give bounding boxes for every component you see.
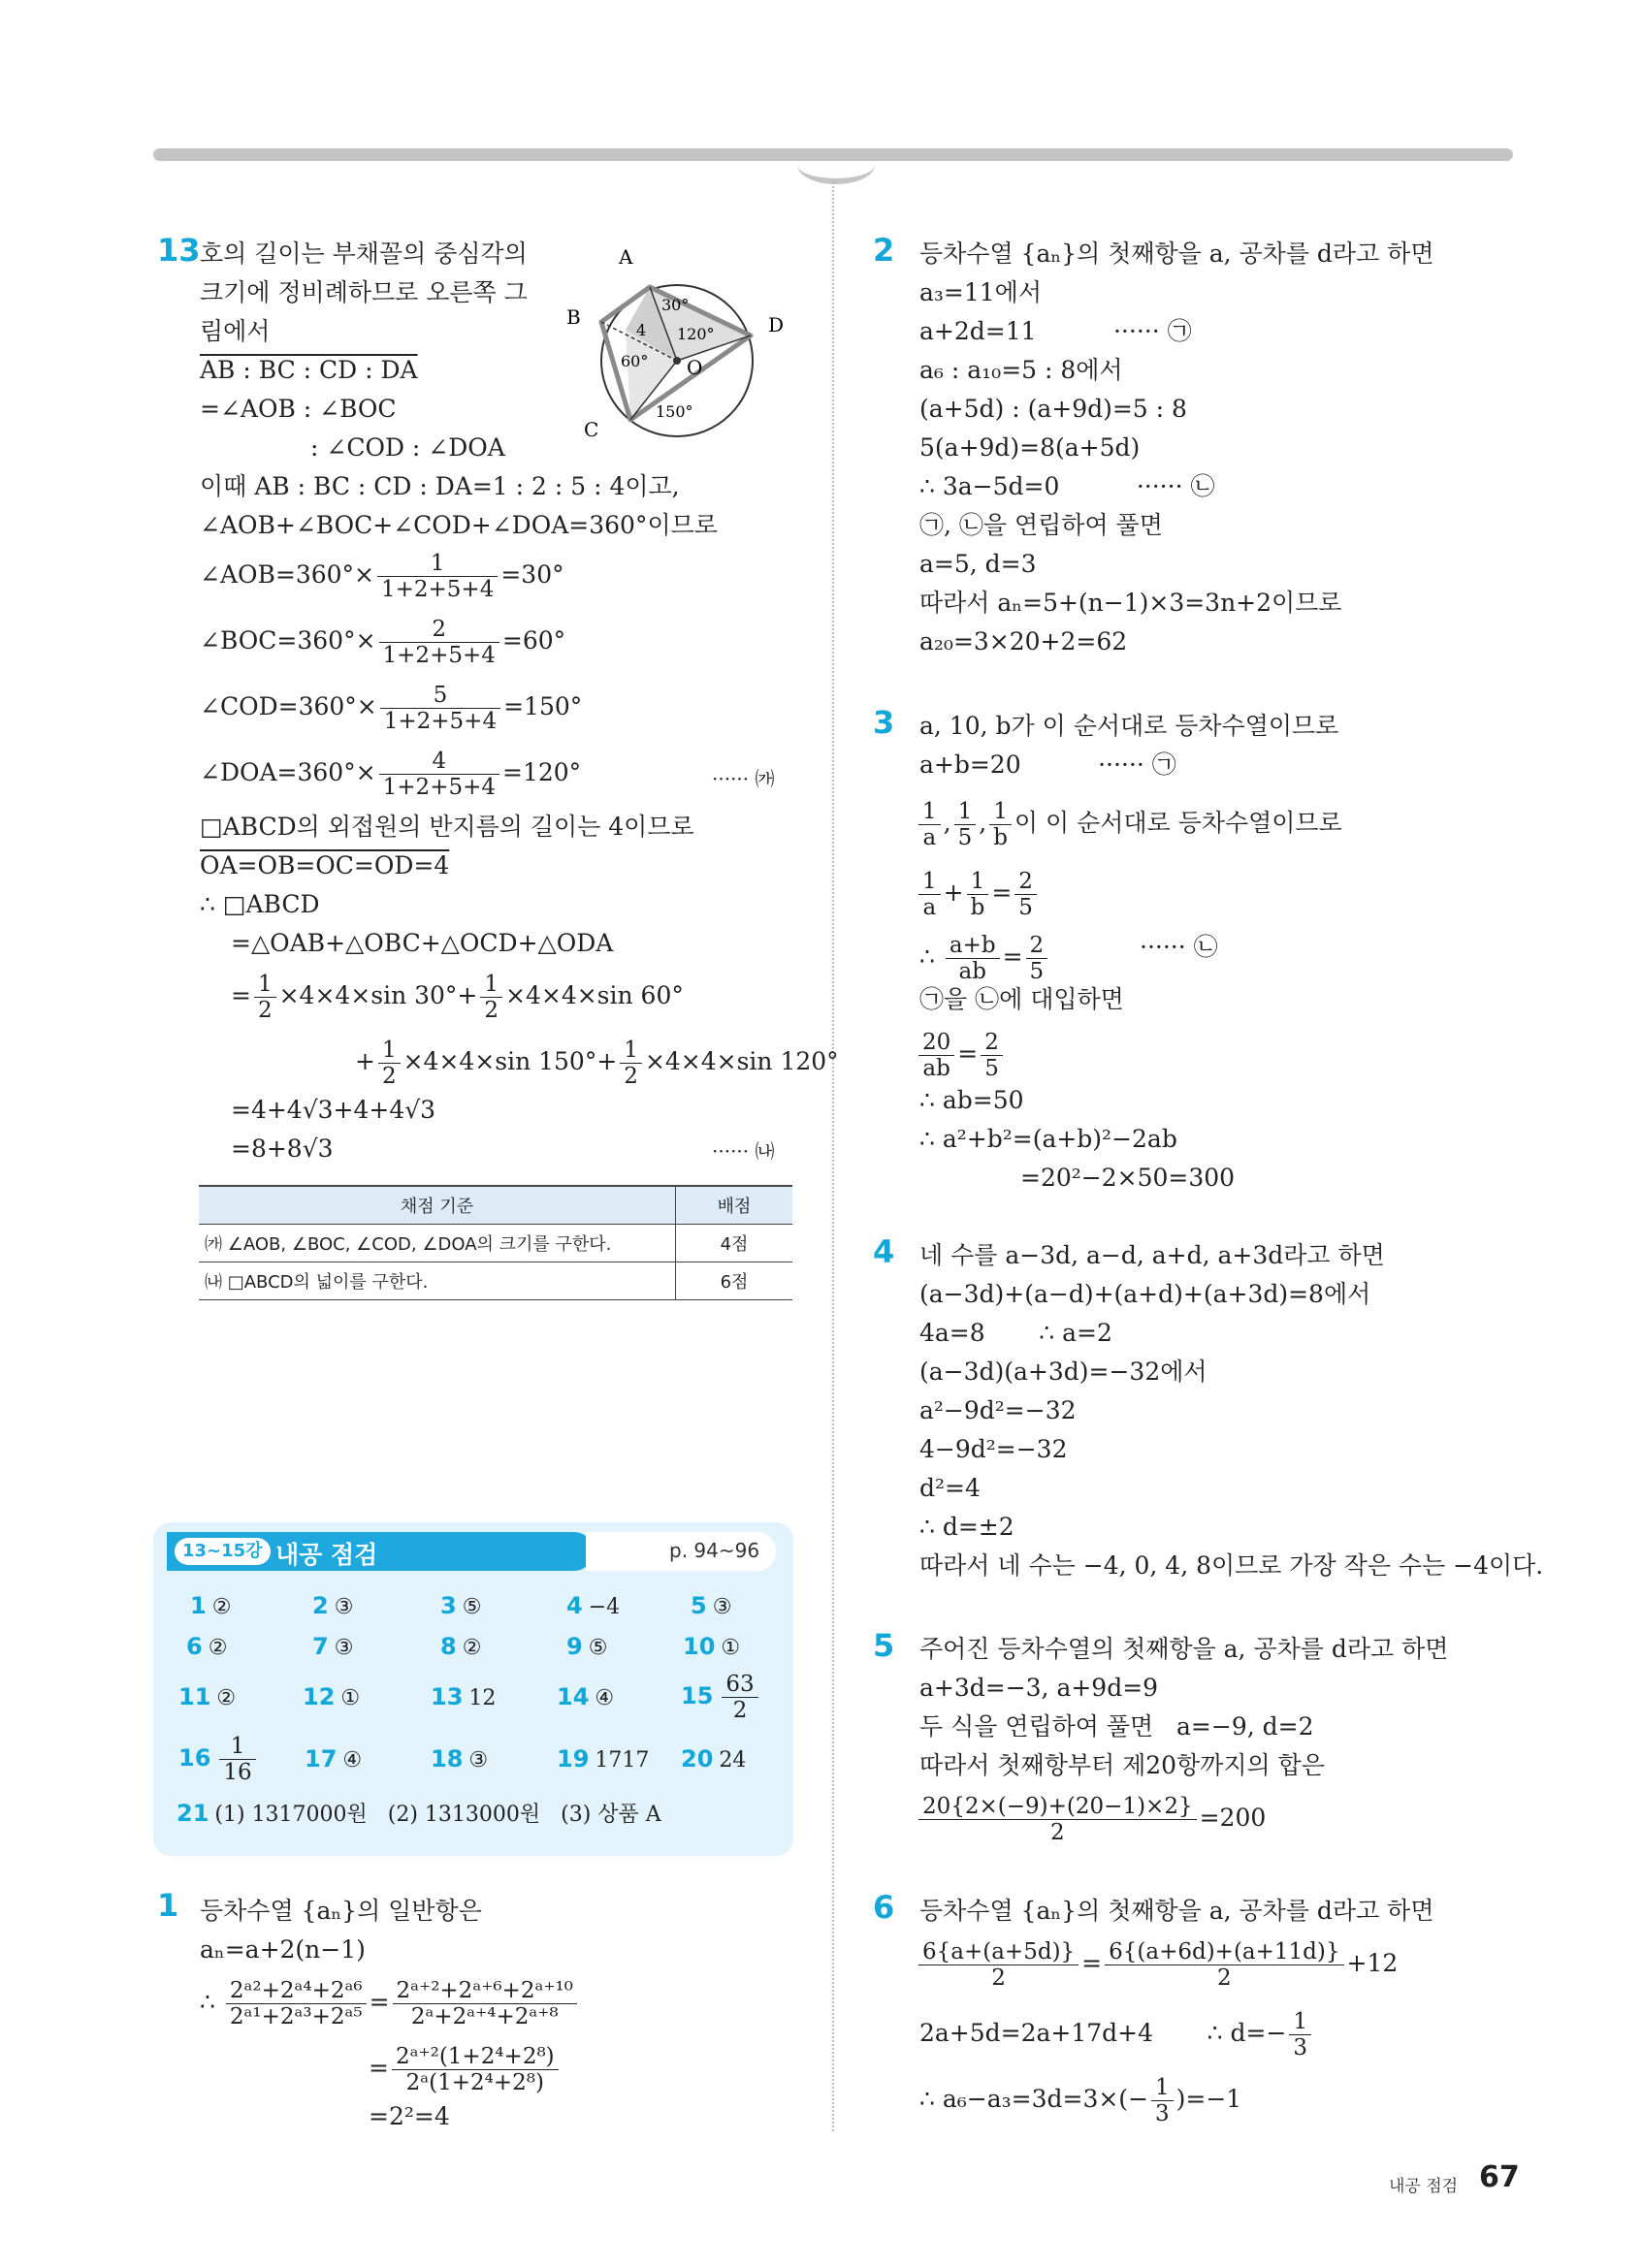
answer-number: 18 bbox=[431, 1745, 464, 1773]
text-line: ∠AOB+∠BOC+∠COD+∠DOA=360°이므로 bbox=[200, 511, 718, 539]
answer-item bbox=[303, 1683, 360, 1710]
answer-value: ③ bbox=[468, 1748, 489, 1773]
numerator: 4 bbox=[379, 749, 499, 775]
answer-item bbox=[440, 1633, 481, 1660]
problem-number: 5 bbox=[873, 1627, 895, 1664]
text-line: a+2d=11 ······ ㉠ bbox=[919, 317, 1192, 345]
numerator: 2 bbox=[981, 1030, 1003, 1056]
answer-value: 24 bbox=[719, 1748, 747, 1773]
numerator: 1 bbox=[918, 799, 941, 825]
angle-label-150: 150° bbox=[656, 402, 693, 421]
answer-value: (1) 1317000원 (2) 1313000원 (3) 상품 A bbox=[214, 1803, 661, 1827]
equals: = bbox=[369, 2054, 389, 2082]
denominator: 2 bbox=[1217, 1965, 1232, 1991]
text-line: 크기에 정비례하므로 오른쪽 그 bbox=[200, 278, 528, 306]
radius-line: OA=OB=OC=OD=4 bbox=[200, 851, 450, 879]
fraction bbox=[226, 1978, 367, 2029]
label-b: B bbox=[566, 305, 581, 329]
text-line: ㉠을 ㉡에 대입하면 bbox=[919, 985, 1124, 1013]
numerator: 20{2×(−9)+(20−1)×2} bbox=[918, 1794, 1197, 1820]
answer-value: ③ bbox=[334, 1595, 354, 1619]
answer-item bbox=[190, 1592, 231, 1619]
denominator: 1+2+5+4 bbox=[380, 577, 495, 602]
denominator: 2ᵃ(1+2⁴+2⁸) bbox=[405, 2070, 544, 2095]
area-line-3: =4+4√3+4+4√3 bbox=[231, 1096, 436, 1124]
fraction bbox=[918, 869, 941, 920]
equals: = bbox=[369, 1988, 390, 2016]
text-line: (a+5d) : (a+9d)=5 : 8 bbox=[919, 395, 1187, 423]
table-cell: 4점 bbox=[676, 1225, 793, 1262]
area-line-1 bbox=[231, 972, 684, 1023]
equation-line bbox=[369, 2044, 562, 2095]
denominator: a bbox=[922, 825, 937, 850]
eq-part: = bbox=[231, 981, 251, 1009]
text-line: a=5, d=3 bbox=[919, 550, 1037, 578]
fraction bbox=[989, 799, 1012, 850]
text-line: ∴ d=±2 bbox=[919, 1513, 1014, 1541]
angle-left: ∠BOC=360°× bbox=[200, 626, 376, 655]
fraction bbox=[1105, 1939, 1343, 1991]
label-o: O bbox=[687, 356, 703, 379]
answer-item bbox=[557, 1745, 649, 1773]
answer-item bbox=[566, 1592, 620, 1619]
answer-item bbox=[431, 1683, 496, 1710]
answer-number: 11 bbox=[178, 1683, 211, 1710]
numerator: 5 bbox=[380, 683, 500, 709]
text-line: 4a=8 ∴ a=2 bbox=[919, 1319, 1112, 1347]
equation-line bbox=[200, 1978, 580, 2029]
answer-value: ⑤ bbox=[462, 1595, 482, 1619]
text-line: 따라서 첫째항부터 제20항까지의 합은 bbox=[919, 1751, 1325, 1779]
denominator: 3 bbox=[1155, 2101, 1170, 2126]
therefore-sign: ∴ bbox=[200, 1988, 223, 2016]
text-line: 4−9d²=−32 bbox=[919, 1435, 1068, 1463]
numerator: 2ᵃ⁺²(1+2⁴+2⁸) bbox=[392, 2044, 559, 2070]
numerator: 1 bbox=[918, 869, 941, 895]
answer-value: ③ bbox=[712, 1595, 732, 1619]
text-line: ∴ ab=50 bbox=[919, 1086, 1024, 1114]
denominator: 5 bbox=[957, 825, 973, 850]
table-row bbox=[199, 1262, 792, 1300]
answer-number: 6 bbox=[186, 1633, 203, 1660]
text-line: ∴ □ABCD bbox=[200, 890, 320, 918]
answer-item bbox=[440, 1592, 481, 1619]
step-mark-ga: ······ ㈎ bbox=[712, 767, 775, 790]
fraction bbox=[480, 972, 502, 1023]
equation-line bbox=[919, 2075, 1241, 2126]
numerator: 2 bbox=[379, 617, 499, 643]
eq-part: ×4×4×sin 60° bbox=[505, 981, 684, 1009]
text-line: a²−9d²=−32 bbox=[919, 1396, 1077, 1424]
angle-right: =120° bbox=[502, 758, 582, 786]
angle-label-30: 30° bbox=[661, 296, 690, 314]
numerator: 1 bbox=[254, 972, 276, 998]
fraction bbox=[722, 1672, 757, 1723]
numerator: 1 bbox=[378, 1038, 401, 1064]
answer-number: 2 bbox=[312, 1592, 329, 1619]
eq-part: + bbox=[355, 1047, 375, 1075]
answer-value: ③ bbox=[334, 1636, 354, 1660]
text-line: : ∠COD : ∠DOA bbox=[310, 433, 505, 462]
fraction bbox=[954, 799, 977, 850]
fraction bbox=[219, 1734, 255, 1785]
numerator: 6{a+(a+5d)} bbox=[918, 1939, 1079, 1965]
text-line: 이때 AB : BC : CD : DA=1 : 2 : 5 : 4이고, bbox=[200, 472, 680, 500]
fraction bbox=[918, 1939, 1079, 1991]
denominator: 2 bbox=[1049, 1820, 1065, 1845]
eq-part: )=−1 bbox=[1175, 2085, 1242, 2113]
answer-number: 20 bbox=[681, 1745, 714, 1773]
fraction bbox=[946, 933, 1000, 984]
denominator: ab bbox=[922, 1056, 950, 1081]
equation-line: $\frac{20}{ab}$ = $\frac{2}{5}$ bbox=[916, 1030, 1006, 1081]
fraction bbox=[379, 749, 499, 800]
area-line-4: =8+8√3 bbox=[231, 1134, 334, 1163]
text-line: =∠AOB : ∠BOC bbox=[200, 395, 397, 423]
answer-value: ④ bbox=[342, 1748, 363, 1773]
answer-value: ② bbox=[216, 1686, 237, 1710]
text-line: ∴ a²+b²=(a+b)²−2ab bbox=[919, 1125, 1177, 1153]
denominator: 5 bbox=[1029, 959, 1045, 984]
answer-item bbox=[683, 1633, 740, 1660]
numerator: 1 bbox=[219, 1734, 255, 1760]
table-cell: ㈎ ∠AOB, ∠BOC, ∠COD, ∠DOA의 크기를 구한다. bbox=[199, 1225, 676, 1262]
answer-number: 21 bbox=[177, 1800, 209, 1827]
answer-number: 19 bbox=[557, 1745, 590, 1773]
denominator: 2 bbox=[624, 1064, 638, 1089]
text-line: (a−3d)+(a−d)+(a+d)+(a+3d)=8에서 bbox=[919, 1280, 1371, 1308]
text-line: □ABCD의 외접원의 반지름의 길이는 4이므로 bbox=[200, 813, 694, 841]
center-point bbox=[673, 357, 681, 365]
fraction bbox=[620, 1038, 642, 1089]
problem-number: 2 bbox=[873, 232, 895, 269]
text-line: ∴ 3a−5d=0 ······ ㉡ bbox=[919, 472, 1215, 500]
answer-value: ② bbox=[211, 1595, 232, 1619]
denominator: 3 bbox=[1293, 2035, 1308, 2060]
text-line: 네 수를 a−3d, a−d, a+d, a+3d라고 하면 bbox=[919, 1241, 1385, 1269]
text-line: a₃=11에서 bbox=[919, 278, 1042, 306]
equation-line: ∴ $\frac{a+b}{ab}$ = $\frac{2}{5}$ bbox=[919, 933, 1050, 984]
equation-line: $\frac{6\{a+(a+5d)\}}{2}$ = $\frac{6\{(a+6d)+(a+11d)\}}{2}$ +12 bbox=[916, 1939, 1398, 1991]
text-tail: 이 이 순서대로 등차수열이므로 bbox=[1014, 809, 1342, 837]
footer-section-label: 내공 점검 bbox=[1389, 2177, 1459, 2196]
answer-number: 13 bbox=[431, 1683, 464, 1710]
answer-item bbox=[681, 1672, 761, 1723]
problem-number: 1 bbox=[157, 1887, 179, 1924]
text-line: 따라서 네 수는 −4, 0, 4, 8이므로 가장 작은 수는 −4이다. bbox=[919, 1551, 1544, 1580]
fraction bbox=[1026, 933, 1048, 984]
answer-number: 12 bbox=[303, 1683, 336, 1710]
text-line: 등차수열 {aₙ}의 첫째항을 a, 공차를 d라고 하면 bbox=[919, 240, 1434, 268]
numerator: 6{(a+6d)+(a+11d)} bbox=[1105, 1939, 1343, 1965]
numerator: 1 bbox=[967, 869, 989, 895]
text-line: =△OAB+△OBC+△OCD+△ODA bbox=[231, 929, 614, 957]
numerator: 1 bbox=[989, 799, 1012, 825]
answer-key-title: 내공 점검 bbox=[275, 1541, 378, 1569]
eq-part: 2a+5d=2a+17d+4 ∴ d=− bbox=[919, 2019, 1287, 2047]
answer-number: 7 bbox=[312, 1633, 329, 1660]
text-line: 등차수열 {aₙ}의 첫째항을 a, 공차를 d라고 하면 bbox=[919, 1897, 1434, 1925]
numerator: 1 bbox=[620, 1038, 642, 1064]
text-line: a₆ : a₁₀=5 : 8에서 bbox=[919, 356, 1123, 384]
angle-label-120: 120° bbox=[677, 325, 715, 343]
answer-key-pages: p. 94~96 bbox=[669, 1539, 760, 1562]
problem-number: 4 bbox=[873, 1233, 895, 1270]
answer-value: 1717 bbox=[595, 1748, 650, 1773]
denominator: 2ᵃ¹+2ᵃ³+2ᵃ⁵ bbox=[229, 2004, 363, 2029]
eq-part: ×4×4×sin 30°+ bbox=[278, 981, 478, 1009]
denominator: 2 bbox=[257, 998, 273, 1023]
answer-value: ① bbox=[721, 1636, 741, 1660]
text-line: 호의 길이는 부채꼴의 중심각의 bbox=[200, 240, 528, 268]
problem-number: 13 bbox=[157, 232, 201, 269]
angle-right: =150° bbox=[503, 692, 583, 720]
answer-item bbox=[178, 1734, 259, 1785]
text-line: 림에서 bbox=[200, 317, 271, 345]
denominator: ab bbox=[958, 959, 986, 984]
eq-part: ∴ a₆−a₃=3d=3×(− bbox=[919, 2085, 1149, 2113]
eq-tail: +12 bbox=[1346, 1949, 1399, 1977]
numerator: 2ᵃ²+2ᵃ⁴+2ᵃ⁶ bbox=[226, 1978, 367, 2004]
label-a: A bbox=[619, 245, 633, 269]
numerator: a+b bbox=[946, 933, 1000, 959]
reciprocal-line: $\frac{1}{a}$ , $\frac{1}{5}$ , $\frac{1}{b}$ 이 이 순서대로 등차수열이므로 bbox=[916, 799, 1342, 850]
area-line-2 bbox=[355, 1038, 839, 1089]
numerator: 1 bbox=[954, 799, 977, 825]
answer-number: 10 bbox=[683, 1633, 716, 1660]
text-line: 따라서 aₙ=5+(n−1)×3=3n+2이므로 bbox=[919, 589, 1342, 617]
answer-item bbox=[186, 1633, 227, 1660]
page-number: 67 bbox=[1479, 2160, 1520, 2194]
angle-label-60: 60° bbox=[621, 352, 649, 370]
fraction bbox=[380, 683, 500, 734]
answer-value: ② bbox=[462, 1636, 482, 1660]
equation-mark: ······ ㉡ bbox=[1140, 933, 1218, 961]
lesson-range-chip: 13~15강 bbox=[175, 1538, 271, 1565]
equation-line bbox=[919, 2009, 1314, 2060]
denominator: 2 bbox=[991, 1965, 1006, 1991]
text-line: 5(a+9d)=8(a+5d) bbox=[919, 433, 1141, 462]
answer-number: 16 bbox=[178, 1743, 211, 1772]
answer-item bbox=[557, 1683, 614, 1710]
sum-result: =200 bbox=[1199, 1804, 1267, 1832]
answer-number: 9 bbox=[566, 1633, 583, 1660]
angle-right: =30° bbox=[500, 560, 564, 589]
answer-number: 1 bbox=[190, 1592, 207, 1619]
answer-value: −4 bbox=[588, 1595, 621, 1619]
angle-boc bbox=[200, 617, 565, 668]
step-mark-na: ······ ㈏ bbox=[712, 1139, 775, 1163]
numerator: 2 bbox=[1014, 869, 1037, 895]
angle-cod bbox=[200, 683, 582, 734]
equation-line: $\frac{1}{a}$ + $\frac{1}{b}$ = $\frac{2}{5}$ bbox=[916, 869, 1040, 920]
fraction bbox=[1014, 869, 1037, 920]
numerator: 1 bbox=[1151, 2075, 1174, 2101]
answer-item bbox=[431, 1745, 488, 1773]
denominator: 2 bbox=[484, 998, 499, 1023]
denominator: b bbox=[970, 895, 985, 920]
fraction bbox=[918, 1794, 1197, 1845]
denominator: a bbox=[922, 895, 937, 920]
answer-value: ① bbox=[340, 1686, 361, 1710]
answer-item bbox=[305, 1745, 362, 1773]
answer-number: 8 bbox=[440, 1633, 457, 1660]
problem-number: 3 bbox=[873, 704, 895, 741]
text-line: =20²−2×50=300 bbox=[1020, 1164, 1236, 1192]
problem-number: 6 bbox=[873, 1889, 895, 1926]
denominator: 1+2+5+4 bbox=[382, 643, 496, 668]
table-header: 배점 bbox=[676, 1186, 793, 1225]
fraction bbox=[981, 1030, 1003, 1081]
circle-diagram bbox=[553, 242, 805, 446]
text-line: 주어진 등차수열의 첫째항을 a, 공차를 d라고 하면 bbox=[919, 1635, 1449, 1663]
text-line: ㉠, ㉡을 연립하여 풀면 bbox=[919, 511, 1163, 539]
angle-aob bbox=[200, 551, 564, 602]
answer-value: ④ bbox=[595, 1686, 615, 1710]
fraction bbox=[967, 869, 989, 920]
denominator: 2ᵃ+2ᵃ⁺⁴+2ᵃ⁺⁸ bbox=[410, 2004, 559, 2029]
fraction bbox=[378, 1038, 401, 1089]
fraction bbox=[379, 617, 499, 668]
answer-item bbox=[681, 1745, 746, 1773]
fraction bbox=[918, 799, 941, 850]
answer-value: 12 bbox=[468, 1686, 497, 1710]
numerator: 1 bbox=[377, 551, 498, 577]
fraction bbox=[1151, 2075, 1174, 2126]
therefore-sign: ∴ bbox=[919, 942, 943, 971]
text-line: =2²=4 bbox=[369, 2102, 450, 2130]
eq-part: ×4×4×sin 120° bbox=[644, 1047, 839, 1075]
denominator: 5 bbox=[1018, 895, 1033, 920]
angle-doa bbox=[200, 749, 581, 800]
denominator: 5 bbox=[984, 1056, 999, 1081]
numerator: 63 bbox=[722, 1672, 757, 1698]
text-line: a, 10, b가 이 순서대로 등차수열이므로 bbox=[919, 712, 1339, 740]
numerator: 1 bbox=[480, 972, 502, 998]
text-line: 두 식을 연립하여 풀면 a=−9, d=2 bbox=[919, 1712, 1314, 1741]
answer-number: 17 bbox=[305, 1745, 338, 1773]
table-cell: 6점 bbox=[676, 1262, 793, 1300]
answer-item bbox=[691, 1592, 731, 1619]
column-separator bbox=[832, 182, 834, 2131]
fraction bbox=[1289, 2009, 1311, 2060]
answer-item bbox=[566, 1633, 607, 1660]
table-header: 채점 기준 bbox=[199, 1186, 676, 1225]
eq-part: ×4×4×sin 150°+ bbox=[402, 1047, 618, 1075]
top-rule-notch bbox=[797, 145, 875, 184]
answer-key-box bbox=[153, 1522, 793, 1856]
answer-value: ⑤ bbox=[588, 1636, 608, 1660]
answer-item bbox=[178, 1683, 236, 1710]
answer-number: 3 bbox=[440, 1592, 457, 1619]
arc-ratio: AB : BC : CD : DA bbox=[200, 356, 418, 384]
angle-left: ∠DOA=360°× bbox=[200, 758, 376, 786]
fraction bbox=[393, 1978, 577, 2029]
denominator: b bbox=[993, 825, 1008, 850]
text-line: a+3d=−3, a+9d=9 bbox=[919, 1674, 1159, 1702]
table-cell: ㈏ □ABCD의 넓이를 구한다. bbox=[199, 1262, 676, 1300]
numerator: 20 bbox=[918, 1030, 954, 1056]
answer-item bbox=[312, 1633, 353, 1660]
text-line: a+b=20 ······ ㉠ bbox=[919, 751, 1176, 779]
text-line: a₂₀=3×20+2=62 bbox=[919, 627, 1128, 655]
answer-number: 4 bbox=[566, 1592, 583, 1619]
scoring-table bbox=[199, 1185, 792, 1300]
answer-number: 14 bbox=[557, 1683, 590, 1710]
fraction bbox=[377, 551, 498, 602]
answer-number: 15 bbox=[681, 1681, 714, 1709]
numerator: 1 bbox=[1289, 2009, 1311, 2035]
answer-number: 5 bbox=[691, 1592, 707, 1619]
angle-right: =60° bbox=[501, 626, 566, 655]
angle-left: ∠AOB=360°× bbox=[200, 560, 374, 589]
answer-item bbox=[177, 1798, 661, 1828]
text-line: d²=4 bbox=[919, 1474, 981, 1502]
radius-label: 4 bbox=[636, 321, 647, 339]
denominator: 2 bbox=[381, 1064, 397, 1089]
answer-item bbox=[312, 1592, 353, 1619]
label-c: C bbox=[584, 418, 599, 441]
denominator: 1+2+5+4 bbox=[382, 775, 497, 800]
denominator: 2 bbox=[732, 1698, 748, 1723]
text-line: (a−3d)(a+3d)=−32에서 bbox=[919, 1358, 1207, 1386]
denominator: 16 bbox=[223, 1760, 252, 1785]
sum-equation bbox=[916, 1794, 1266, 1845]
text-line: 등차수열 {aₙ}의 일반항은 bbox=[200, 1897, 482, 1925]
fraction bbox=[254, 972, 276, 1023]
label-d: D bbox=[768, 313, 785, 336]
table-row bbox=[199, 1225, 792, 1262]
angle-left: ∠COD=360°× bbox=[200, 692, 377, 720]
denominator: 1+2+5+4 bbox=[383, 709, 498, 734]
numerator: 2 bbox=[1026, 933, 1048, 959]
fraction bbox=[392, 2044, 559, 2095]
fraction bbox=[918, 1030, 954, 1081]
answer-value: ② bbox=[208, 1636, 228, 1660]
numerator: 2ᵃ⁺²+2ᵃ⁺⁶+2ᵃ⁺¹⁰ bbox=[393, 1978, 577, 2004]
text-line: aₙ=a+2(n−1) bbox=[200, 1935, 366, 1964]
table-header-row bbox=[199, 1186, 792, 1225]
